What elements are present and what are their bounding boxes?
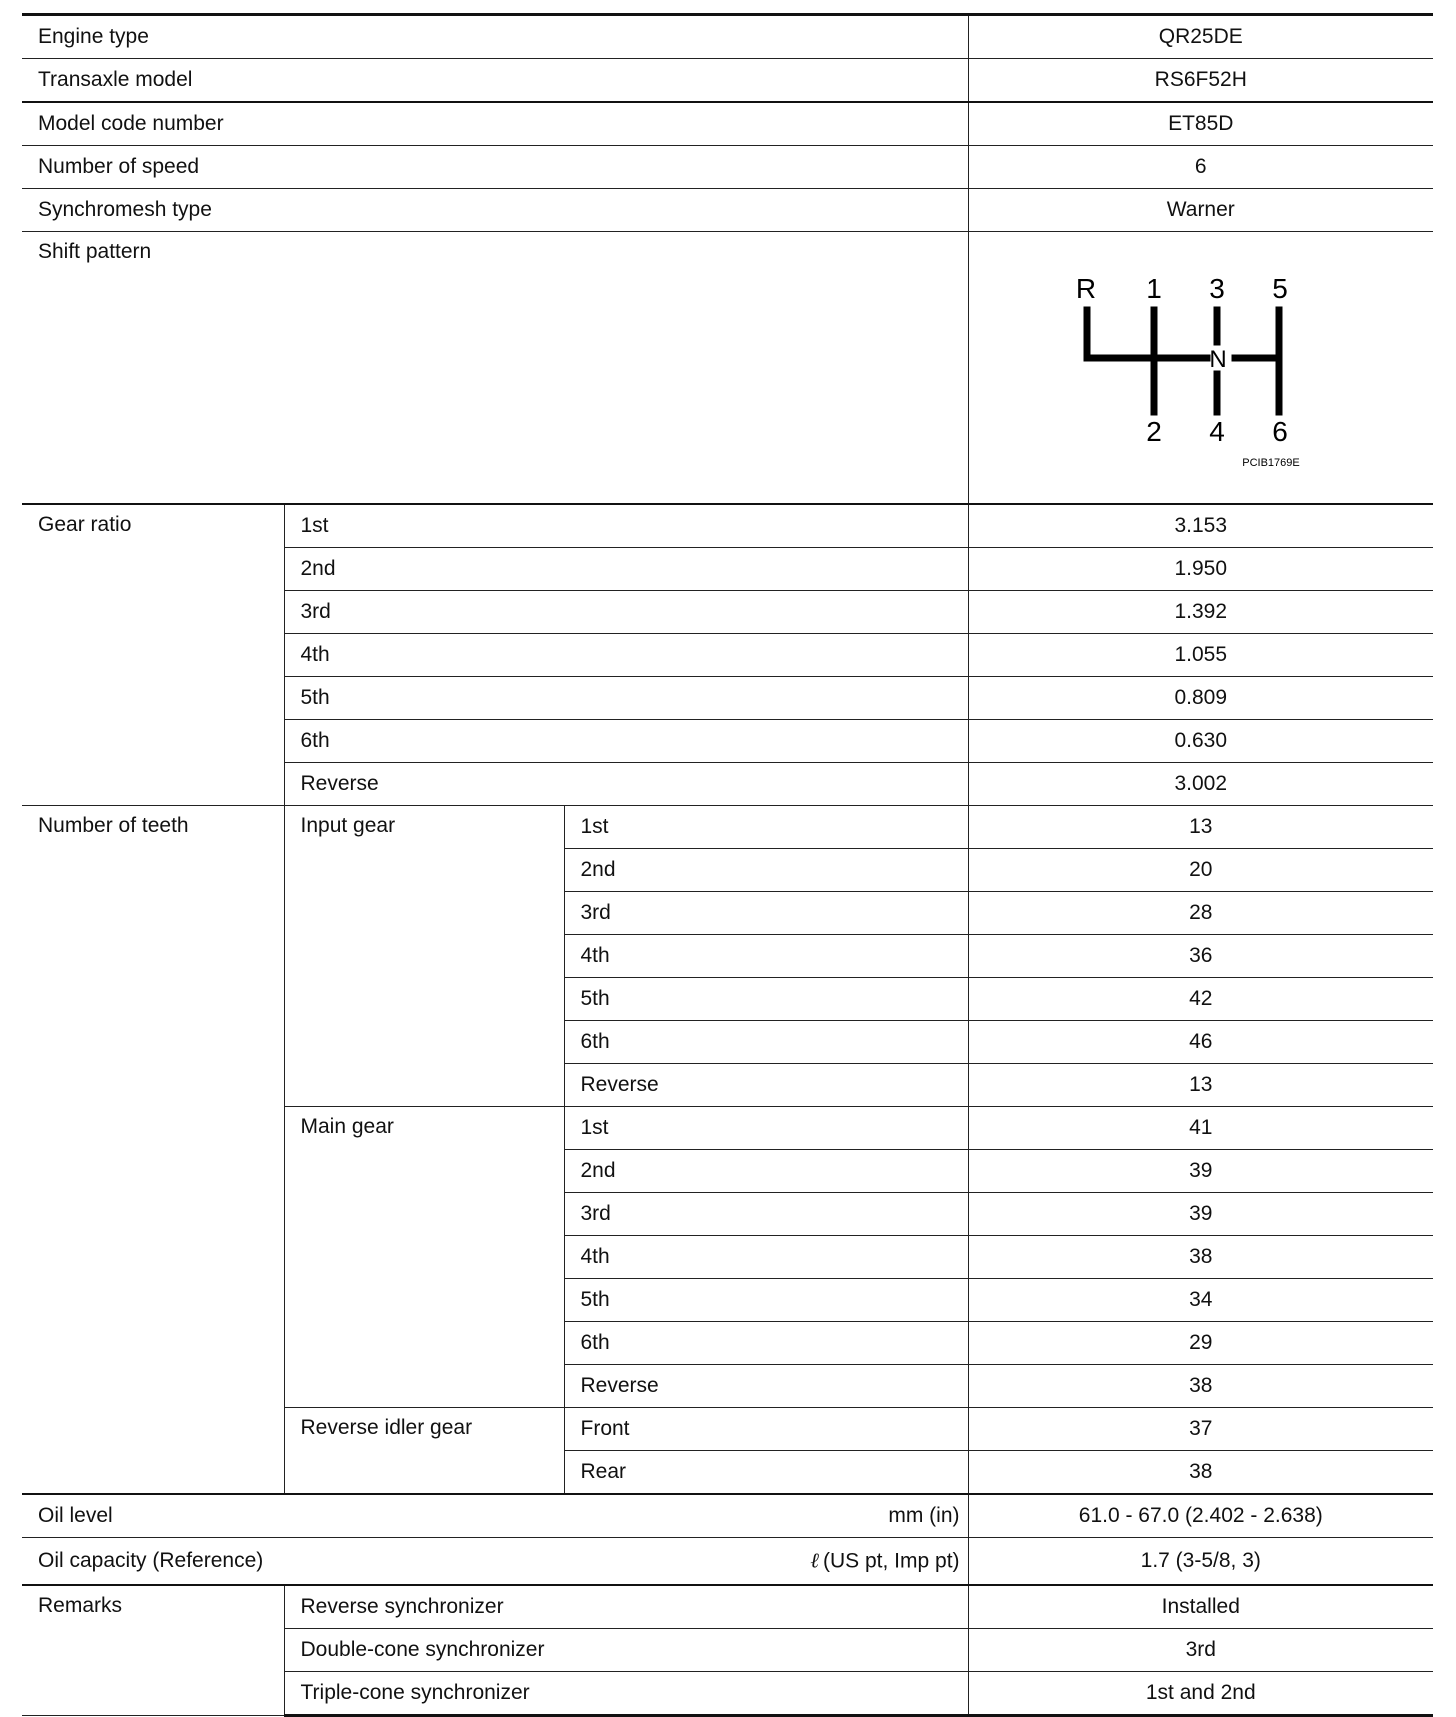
remark-label: Reverse synchronizer [284,1585,968,1629]
row-value: 6 [968,146,1433,189]
row-shift-pattern [22,232,1433,505]
gear-label: Rear [564,1451,968,1495]
row-label: Engine type [22,15,968,59]
gear-label-5: 5 [1271,273,1288,304]
gear-label: 3rd [284,591,968,634]
row-label: Transaxle model [22,59,968,103]
gear-ratio-value: 1.055 [968,634,1433,677]
row-model-code [22,102,1433,146]
remark-value: Installed [968,1585,1433,1629]
gear-label: 1st [564,1107,968,1150]
row-value: Warner [968,189,1433,232]
teeth-value: 36 [968,935,1433,978]
subgroup-label-reverse-idler-gear: Reverse idler gear [284,1408,564,1495]
gear-label: 2nd [284,548,968,591]
gear-label: 3rd [564,1193,968,1236]
group-label-remarks: Remarks [22,1585,284,1716]
gear-ratio-value: 0.630 [968,720,1433,763]
gear-ratio-value: 3.002 [968,763,1433,806]
specification-table [22,13,1433,1717]
gear-label: 5th [564,978,968,1021]
row-oil-level [22,1494,1433,1538]
teeth-value: 28 [968,892,1433,935]
teeth-value: 42 [968,978,1433,1021]
subgroup-label-main-gear: Main gear [284,1107,564,1408]
gear-label-n: N [1208,346,1227,373]
gear-label: Reverse [284,763,968,806]
teeth-value: 37 [968,1408,1433,1451]
row-value: ET85D [968,102,1433,146]
gear-ratio-value: 1.950 [968,548,1433,591]
row-value: 61.0 - 67.0 (2.402 - 2.638) [968,1494,1433,1538]
shift-pattern-cell [968,232,1433,505]
row-transaxle-model [22,59,1433,103]
teeth-value: 29 [968,1322,1433,1365]
group-label-number-of-teeth: Number of teeth [22,806,284,1495]
gear-label: 6th [564,1021,968,1064]
gear-label: 3rd [564,892,968,935]
teeth-value: 39 [968,1150,1433,1193]
remark-value: 1st and 2nd [968,1672,1433,1716]
unit-label: (US pt, Imp pt) [822,1549,960,1573]
teeth-value: 39 [968,1193,1433,1236]
teeth-value: 34 [968,1279,1433,1322]
gear-label: 5th [564,1279,968,1322]
unit-label-wrap [810,1549,959,1574]
teeth-value: 13 [968,806,1433,849]
oil-level-cell [22,1494,968,1538]
gear-label: 2nd [564,1150,968,1193]
row-engine-type [22,15,1433,59]
row-number-of-speed [22,146,1433,189]
remark-label: Triple-cone synchronizer [284,1672,968,1716]
teeth-value: 20 [968,849,1433,892]
row-label: Oil capacity (Reference) [38,1549,264,1572]
row-label: Number of speed [22,146,968,189]
row-synchromesh-type [22,189,1433,232]
row-label: Model code number [22,102,968,146]
teeth-value: 38 [968,1236,1433,1279]
gear-ratio-value: 0.809 [968,677,1433,720]
gear-ratio-value: 1.392 [968,591,1433,634]
gear-label: 6th [564,1322,968,1365]
teeth-value: 41 [968,1107,1433,1150]
unit-label: mm (in) [888,1504,960,1527]
gear-label-6: 6 [1271,416,1288,447]
remark-label: Double-cone synchronizer [284,1629,968,1672]
figure-code: PCIB1769E [1241,457,1300,469]
gear-label: 1st [284,504,968,548]
teeth-value: 38 [968,1451,1433,1495]
teeth-value: 38 [968,1365,1433,1408]
row-label: Shift pattern [22,232,968,505]
row-oil-capacity [22,1538,1433,1586]
shift-pattern-diagram [969,236,1434,499]
gear-label-1: 1 [1145,273,1162,304]
gear-label: Reverse [564,1064,968,1107]
gear-label-2: 2 [1145,416,1162,447]
gear-label-3: 3 [1208,273,1225,304]
oil-capacity-cell [22,1538,968,1586]
gear-label: Front [564,1408,968,1451]
gear-label-4: 4 [1208,416,1225,447]
row-value: 1.7 (3-5/8, 3) [968,1538,1433,1586]
row-gear-ratio-1st [22,504,1433,548]
row-label: Synchromesh type [22,189,968,232]
teeth-value: 13 [968,1064,1433,1107]
gear-label: 1st [564,806,968,849]
row-value: RS6F52H [968,59,1433,103]
gear-label: 5th [284,677,968,720]
row-remarks-reverse-synchronizer [22,1585,1433,1629]
row-label: Oil level [38,1504,113,1527]
subgroup-label-input-gear: Input gear [284,806,564,1107]
row-teeth-input-1st [22,806,1433,849]
gear-label: Reverse [564,1365,968,1408]
liter-symbol: ℓ [810,1548,819,1573]
gear-label-r: R [1075,273,1096,304]
gear-label: 4th [564,935,968,978]
gear-ratio-value: 3.153 [968,504,1433,548]
group-label-gear-ratio: Gear ratio [22,504,284,806]
gear-label: 2nd [564,849,968,892]
gear-label: 4th [284,634,968,677]
row-value: QR25DE [968,15,1433,59]
gear-label: 4th [564,1236,968,1279]
gear-label: 6th [284,720,968,763]
remark-value: 3rd [968,1629,1433,1672]
teeth-value: 46 [968,1021,1433,1064]
